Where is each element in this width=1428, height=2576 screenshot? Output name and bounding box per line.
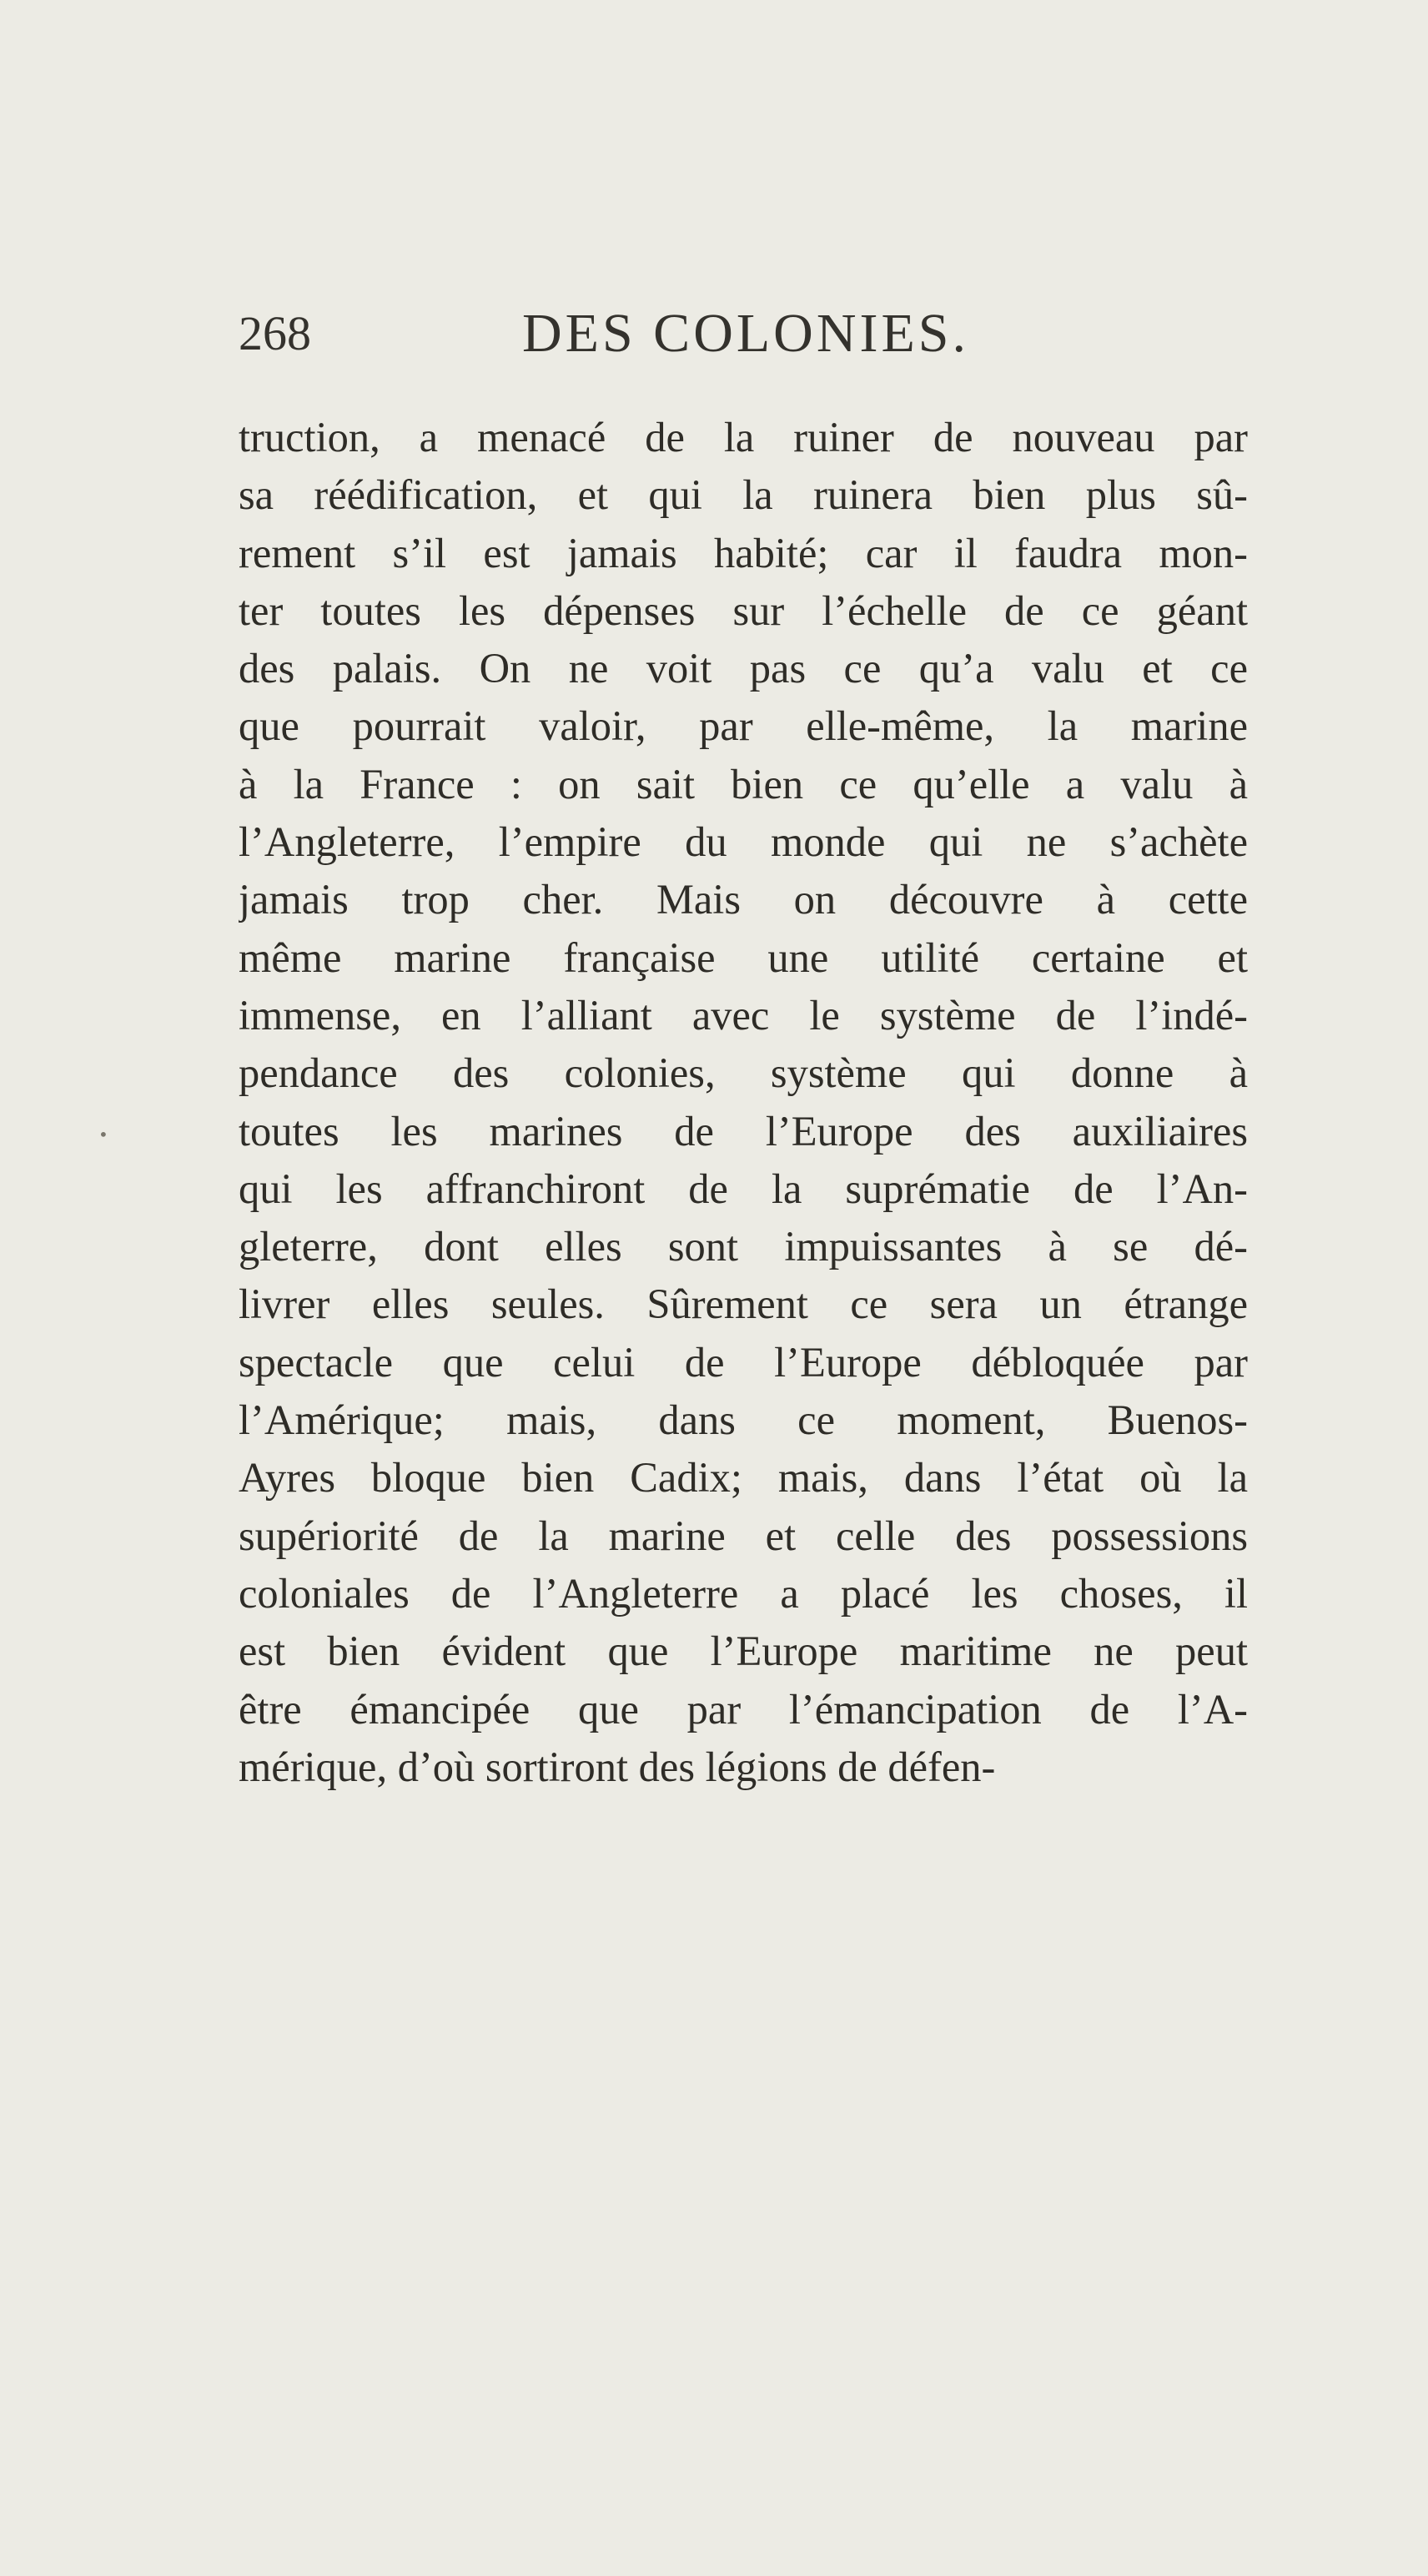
page-number: 268 (239, 306, 311, 360)
text-line: à la France : on sait bien ce qu’elle a valu à (239, 760, 1248, 808)
text-line: être émancipée que par l’émancipation de l’A- (239, 1685, 1248, 1733)
text-line: immense, en l’alliant avec le système de l’indé- (239, 991, 1248, 1039)
text-line: coloniales de l’Angleterre a placé les choses, il (239, 1569, 1248, 1617)
margin-speck: • (98, 1124, 108, 1145)
running-head (239, 300, 1239, 367)
text-line: des palais. On ne voit pas ce qu’a valu et ce (239, 645, 1248, 692)
text-line: truction, a menacé de la ruiner de nouveau par (239, 414, 1248, 460)
text-line: livrer elles seules. Sûrement ce sera un étrange (239, 1280, 1248, 1328)
text-line: pendance des colonies, système qui donne à (239, 1049, 1248, 1097)
text-line: spectacle que celui de l’Europe débloquée par (239, 1338, 1248, 1386)
text-line: Ayres bloque bien Cadix; mais, dans l’état où la (239, 1454, 1248, 1502)
text-line: gleterre, dont elles sont impuissantes à se dé- (239, 1223, 1248, 1270)
text-line: qui les affranchiront de la suprématie de l’An- (239, 1165, 1248, 1212)
body-text (239, 409, 1248, 1796)
text-line: l’Angleterre, l’empire du monde qui ne s’achète (239, 818, 1248, 866)
text-line: l’Amérique; mais, dans ce moment, Buenos- (239, 1396, 1248, 1444)
text-line: que pourrait valoir, par elle-même, la marine (239, 702, 1248, 750)
text-line: est bien évident que l’Europe maritime ne peut (239, 1628, 1248, 1675)
text-line: jamais trop cher. Mais on découvre à cette (239, 876, 1248, 923)
text-line: rement s’il est jamais habité; car il faudra mon- (239, 529, 1248, 576)
text-line: sa réédification, et qui la ruinera bien plus sû- (239, 471, 1248, 519)
text-line: ter toutes les dépenses sur l’échelle de ce géant (239, 586, 1248, 634)
chapter-title: DES COLONIES. (522, 303, 970, 364)
text-line: supériorité de la marine et celle des possessions (239, 1512, 1248, 1559)
text-line: mérique, d’où sortiront des légions de défen- (239, 1743, 996, 1790)
text-line: toutes les marines de l’Europe des auxiliaires (239, 1107, 1248, 1155)
text-line: même marine française une utilité certaine et (239, 933, 1248, 981)
